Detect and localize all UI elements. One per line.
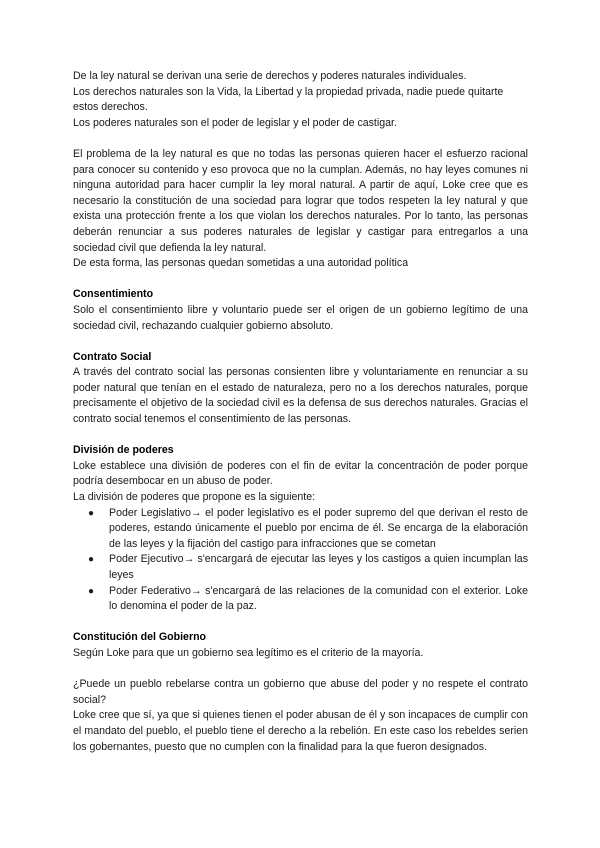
social-contract-paragraph: A través del contrato social las personas consienten libre y voluntariamente en renunciar a su poder natural que tenían en el estado de naturaleza, pero no a los derechos naturales, porque precisamente el objetivo de la sociedad civil es la defensa de sus derechos naturales. Gracias el contrato social tenemos el consentimiento de las personas. xyxy=(73,366,528,426)
constitution-heading: Constitución del Gobierno xyxy=(73,631,207,644)
bullet-icon: ● xyxy=(88,554,95,566)
division-intro: La división de poderes que propone es la siguiente: xyxy=(73,491,316,504)
social-contract-heading: Contrato Social xyxy=(73,350,152,363)
bullet-icon: ● xyxy=(88,507,95,519)
intro-line-3: Los poderes naturales son el poder de legislar y el poder de castigar. xyxy=(73,116,397,129)
consent-heading: Consentimiento xyxy=(73,288,154,301)
list-item: ● Poder Legislativo→ el poder legislativo es el poder supremo del que derivan el resto de poderes, estando únicamente el pueblo por encima de él. Se encarga de la elaboración de las leyes y la fijación del castigo para infracciones que se cometan xyxy=(88,506,528,550)
powers-list xyxy=(73,506,528,615)
division-heading: División de poderes xyxy=(73,444,174,457)
list-item: ● Poder Federativo→ s'encargará de las relaciones de la comunidad con el exterior. Loke lo denomina el poder de la paz. xyxy=(88,584,528,613)
bullet-icon: ● xyxy=(88,585,95,597)
intro-line-2: Los derechos naturales son la Vida, la Libertad y la propiedad privada, nadie puede quitarte estos derechos. xyxy=(73,85,504,114)
constitution-paragraph: Según Loke para que un gobierno sea legítimo es el criterio de la mayoría. xyxy=(73,646,424,659)
problem-paragraph: El problema de la ley natural es que no todas las personas quieren hacer el esfuerzo racional para conocer su contenido y eso provoca que no la cumplan. Además, no hay leyes comunes ni ninguna autoridad para hacer cumplir la ley moral natural. A partir de aquí, Loke cree que es necesario la constitución de una sociedad para lograr que todos respeten la ley natural y que exista una protección frente a los que violan los derechos naturales. Por lo tanto, las personas deberán renunciar a sus poderes naturales de legislar y castigar para entregarlos a una sociedad civil que defienda la ley natural. xyxy=(73,147,528,254)
list-item: ● Poder Ejecutivo→ s'encargará de ejecutar las leyes y los castigos a quien incumplan las leyes xyxy=(88,553,528,581)
rebellion-answer: Loke cree que sí, ya que si quienes tienen el poder abusan de él y son incapaces de cumplir con el mandato del pueblo, el pueblo tiene el derecho a la rebelión. En este caso los rebeldes serien los gobernantes, puesto que no cumplen con la finalidad para la que fueron designados. xyxy=(73,709,528,753)
intro-line-1: De la ley natural se derivan una serie de derechos y poderes naturales individuales. xyxy=(73,70,467,82)
consent-paragraph: Solo el consentimiento libre y voluntario puede ser el origen de un gobierno legítimo de una sociedad civil, rechazando cualquier gobierno absoluto. xyxy=(73,303,528,332)
rebellion-question: ¿Puede un pueblo rebelarse contra un gobierno que abuse del poder y no respete el contrato social? xyxy=(73,678,528,706)
document-page xyxy=(73,69,528,755)
problem-conclusion: De esta forma, las personas quedan sometidas a una autoridad política xyxy=(73,257,409,270)
division-paragraph: Loke establece una división de poderes con el fin de evitar la concentración de poder porque podría desembocar en un abuso de poder. xyxy=(73,459,528,488)
